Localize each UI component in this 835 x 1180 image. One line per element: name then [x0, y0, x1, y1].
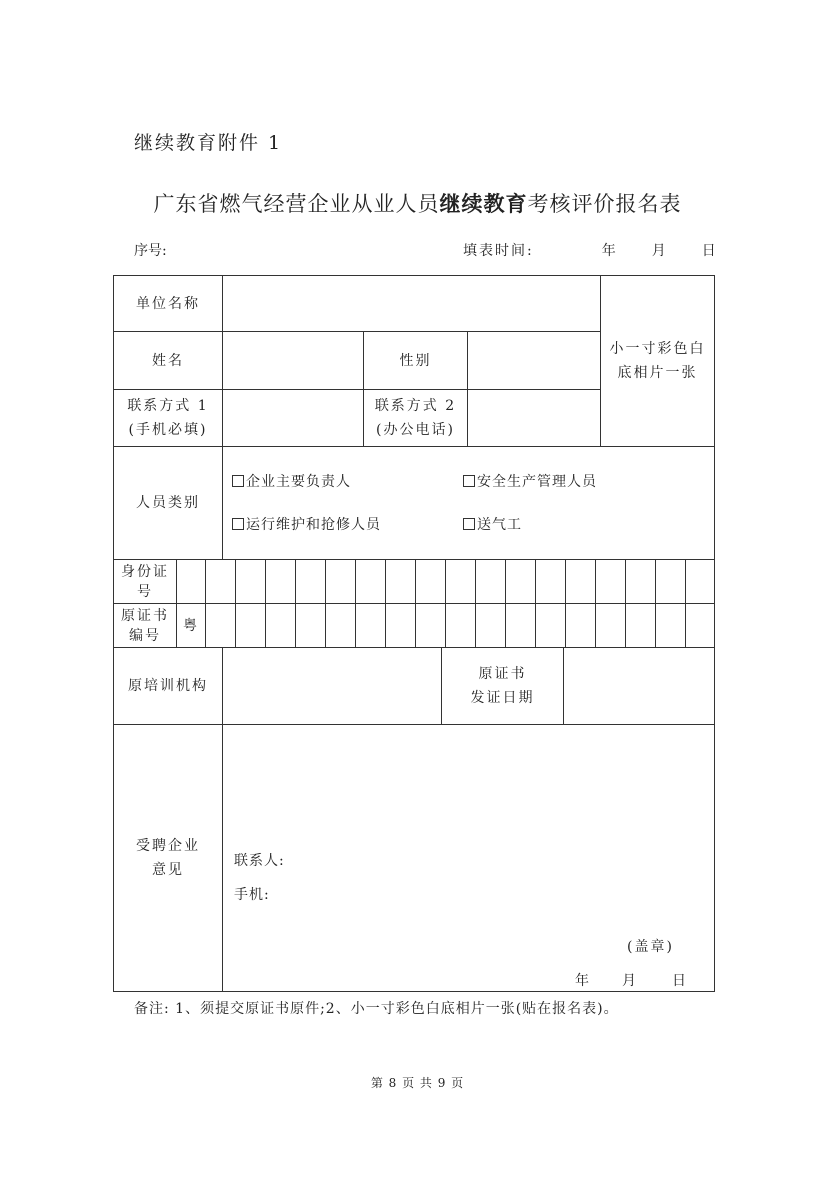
cert-date-label [442, 648, 563, 724]
footer-note: 备注: 1、须提交原证书原件;2、小一寸彩色白底相片一张(贴在报名表)。 [134, 1001, 619, 1017]
fill-year: 年 [601, 243, 618, 259]
contact2-field[interactable] [468, 390, 600, 446]
cert-date-l1: 原证书 [478, 666, 527, 682]
contact1-title: 联系方式 1 [127, 398, 209, 414]
cert-number-l1: 原证书 [121, 607, 169, 624]
opinion-month: 月 [622, 973, 636, 989]
grid-line [565, 559, 566, 647]
attachment-label: 继续教育附件 1 [134, 132, 283, 154]
employer-l1: 受聘企业 [136, 838, 200, 854]
gender-field[interactable] [468, 332, 600, 389]
grid-line [265, 559, 266, 647]
grid-line [535, 559, 536, 647]
option-business-head[interactable] [232, 471, 351, 491]
page-title [0, 188, 835, 218]
cert-date-l2: 发证日期 [470, 690, 535, 706]
fill-day: 日 [701, 243, 718, 259]
checkbox-icon[interactable] [232, 475, 244, 487]
training-org-label: 原培训机构 [128, 678, 208, 694]
title-post: 考核评价报名表 [527, 192, 682, 216]
cert-number-label [114, 604, 176, 647]
id-number-label [114, 560, 176, 603]
title-bold: 继续教育 [439, 191, 528, 216]
photo-label: 小一寸彩色白底相片一张 [609, 341, 706, 381]
contact1-label [114, 390, 222, 446]
grid-line [385, 559, 386, 647]
grid-line [505, 559, 506, 647]
grid-line [235, 559, 236, 647]
mobile-label: 手机: [234, 887, 270, 903]
contact2-label [364, 390, 467, 446]
serial-label: 序号: [134, 243, 167, 259]
name-field[interactable] [223, 332, 363, 389]
grid-line [625, 559, 626, 647]
contact2-title: 联系方式 2 [374, 398, 457, 414]
grid-line [714, 275, 715, 992]
page-number: 第 8 页 共 9 页 [370, 1076, 465, 1090]
grid-line [685, 559, 686, 647]
training-org-field[interactable] [223, 648, 441, 724]
contact1-field[interactable] [223, 390, 363, 446]
checkbox-icon[interactable] [463, 518, 475, 530]
checkbox-icon[interactable] [232, 518, 244, 530]
grid-line [445, 559, 446, 647]
grid-line [113, 991, 715, 992]
option-label: 安全生产管理人员 [477, 474, 597, 490]
employer-l2: 意见 [152, 862, 184, 878]
photo-placeholder[interactable] [601, 276, 714, 446]
grid-line [205, 559, 206, 647]
opinion-day: 日 [672, 973, 686, 989]
id-number-l1: 身份证 [121, 563, 169, 580]
category-label: 人员类别 [136, 495, 200, 511]
checkbox-icon[interactable] [463, 475, 475, 487]
fill-time-label: 填表时间: [463, 243, 534, 259]
option-label: 送气工 [477, 517, 522, 533]
unit-name-label: 单位名称 [136, 295, 200, 312]
employer-opinion-label [114, 725, 222, 991]
fill-time [463, 240, 718, 260]
opinion-year: 年 [575, 973, 589, 989]
contact1-note: (手机必填) [128, 422, 208, 438]
grid-line [475, 559, 476, 647]
grid-line [325, 559, 326, 647]
contact-person-label: 联系人: [234, 853, 285, 869]
fill-month: 月 [651, 243, 668, 259]
grid-line [355, 559, 356, 647]
gender-label: 性别 [399, 352, 432, 369]
option-label: 运行维护和抢修人员 [246, 517, 381, 533]
grid-line [415, 559, 416, 647]
option-maintenance[interactable] [232, 514, 381, 534]
cert-number-l2: 编号 [129, 627, 161, 644]
option-safety-manager[interactable] [463, 471, 597, 491]
contact2-note: (办公电话) [376, 422, 455, 438]
title-pre: 广东省燃气经营企业从业人员 [153, 192, 440, 216]
id-number-l2: 号 [137, 583, 153, 600]
option-gas-delivery[interactable] [463, 514, 522, 534]
unit-name-field[interactable] [223, 276, 600, 331]
grid-line [595, 559, 596, 647]
grid-line [655, 559, 656, 647]
cert-prefix: 粤 [183, 617, 199, 634]
option-label: 企业主要负责人 [246, 474, 351, 490]
seal-label: (盖章) [627, 939, 674, 955]
name-label: 姓名 [152, 352, 184, 369]
grid-line [295, 559, 296, 647]
cert-date-field[interactable] [564, 648, 714, 724]
